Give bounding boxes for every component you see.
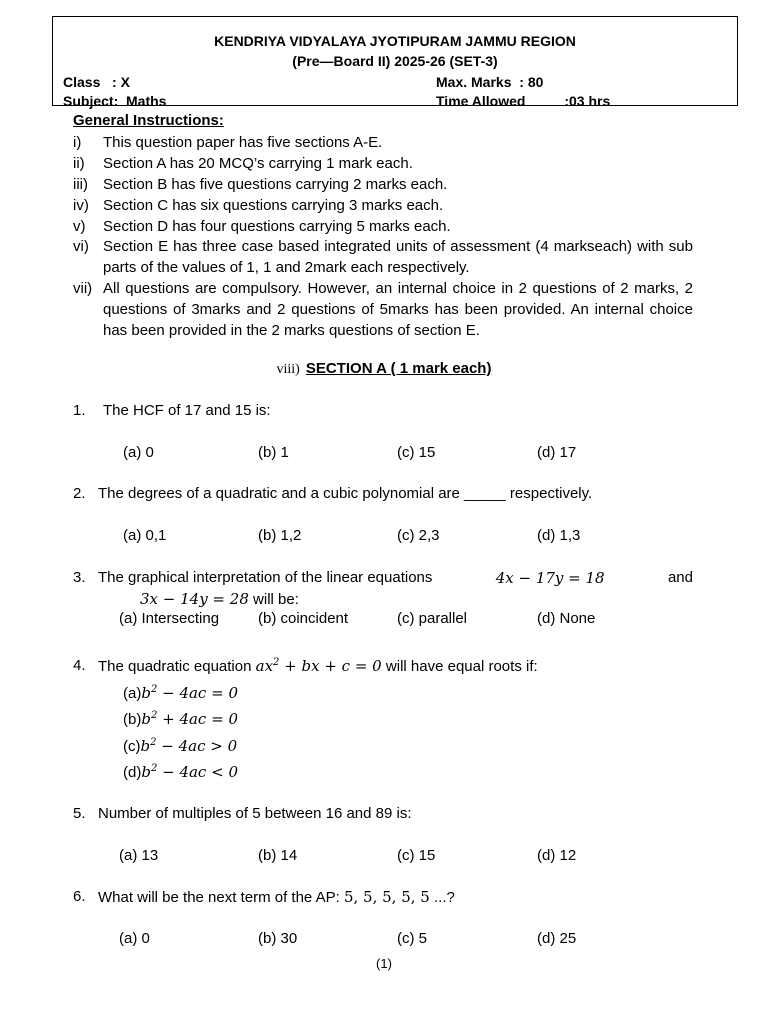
instruction-text: Section E has three case based integrated units of assessment (4 markseach) with sub parts of the values of 1, 1 and 2mark each respectively. xyxy=(103,238,693,276)
option-label: (a) xyxy=(123,685,142,702)
instruction-num: ii) xyxy=(73,155,85,172)
question-text-end: ...? xyxy=(434,889,455,906)
question-number: 3. xyxy=(73,569,86,586)
question-text: The graphical interpretation of the linear equations xyxy=(98,569,433,586)
option-math: $b^2 - 4ac = 0$ xyxy=(141,684,238,702)
instruction-text: Section A has 20 MCQ’s carrying 1 mark each. xyxy=(103,155,413,172)
question-text-line xyxy=(98,569,693,587)
option-b: (b) coincident xyxy=(258,610,349,627)
option-c: (c) 5 xyxy=(397,930,427,947)
option-a xyxy=(123,684,238,702)
exam-title: (Pre—Board II) 2025-26 (SET-3) xyxy=(292,53,498,69)
instruction-text: This question paper has five sections A-E. xyxy=(103,134,383,151)
option-math: $b^2 - 4ac > 0$ xyxy=(140,737,238,755)
question-text: Number of multiples of 5 between 16 and 89 is: xyxy=(98,805,412,822)
question-number: 1. xyxy=(73,402,86,419)
instruction-num: v) xyxy=(73,218,86,235)
instruction-num: vi) xyxy=(73,238,89,255)
option-b: (b) 14 xyxy=(258,847,298,864)
instruction-num: vii) xyxy=(73,280,93,297)
class-label: Class : X xyxy=(63,74,130,90)
option-math: $b^2 - 4ac < 0$ xyxy=(141,763,238,781)
question-5 xyxy=(73,805,412,822)
option-b: (b) 1,2 xyxy=(258,527,302,544)
instruction-item xyxy=(73,153,693,174)
instruction-item xyxy=(73,174,693,195)
instruction-item xyxy=(73,132,693,153)
option-expression: − 4ac > 0 xyxy=(161,737,238,755)
school-name: KENDRIYA VIDYALAYA JYOTIPURAM JAMMU REGION xyxy=(214,33,576,49)
option-b xyxy=(123,710,238,728)
question-text-line xyxy=(98,657,538,675)
option-d: (d) 17 xyxy=(537,444,577,461)
question-4 xyxy=(73,657,86,674)
option-expression: + 4ac = 0 xyxy=(162,710,238,728)
option-d: (d) 1,3 xyxy=(537,527,581,544)
ap-sequence: 5, 5, 5, 5, 5 xyxy=(343,888,430,906)
option-c xyxy=(123,737,237,755)
quadratic-equation: $ax^2$ + bx + c = 0 xyxy=(255,657,382,675)
option-d xyxy=(123,763,238,781)
question-number: 6. xyxy=(73,888,86,905)
question-2 xyxy=(73,485,593,502)
option-a: (a) 0 xyxy=(119,930,150,947)
option-d: (d) 25 xyxy=(537,930,577,947)
option-label: (b) xyxy=(123,711,142,728)
instruction-text: Section D has four questions carrying 5 marks each. xyxy=(103,218,451,235)
option-c: (c) parallel xyxy=(397,610,468,627)
time-allowed: Time Allowed :03 hrs xyxy=(436,93,611,109)
option-a: (a) 13 xyxy=(119,847,159,864)
question-number: 5. xyxy=(73,805,86,822)
instruction-num: iv) xyxy=(73,197,89,214)
option-d: (d) 12 xyxy=(537,847,577,864)
equation-1: 4x − 17y = 18 xyxy=(495,569,605,587)
question-6 xyxy=(73,888,86,905)
option-a: (a) 0,1 xyxy=(123,527,167,544)
instruction-item xyxy=(73,278,693,341)
subject-label: Subject: Maths xyxy=(63,93,167,109)
option-label: (d) xyxy=(123,764,142,781)
option-a: (a) Intersecting xyxy=(119,610,220,627)
instruction-text: Section B has five questions carrying 2 marks each. xyxy=(103,176,448,193)
option-math: $b^2 + 4ac = 0$ xyxy=(141,710,238,728)
option-c: (c) 2,3 xyxy=(397,527,440,544)
option-c: (c) 15 xyxy=(397,444,436,461)
option-label: (c) xyxy=(123,738,141,755)
instruction-item xyxy=(73,236,693,278)
page-number: (1) xyxy=(376,956,392,971)
question-text-end: will be: xyxy=(253,591,299,608)
question-text: The quadratic equation xyxy=(98,658,252,675)
instruction-num: iii) xyxy=(73,176,88,193)
question-3 xyxy=(73,569,86,586)
question-text: What will be the next term of the AP: xyxy=(98,889,340,906)
exam-header xyxy=(52,16,738,109)
section-heading xyxy=(0,360,768,378)
question-text-end: will have equal roots if: xyxy=(385,658,538,675)
question-text-line xyxy=(98,888,455,906)
instruction-text: Section C has six questions carrying 3 marks each. xyxy=(103,197,444,214)
instruction-num: i) xyxy=(73,134,82,151)
option-b: (b) 30 xyxy=(258,930,298,947)
instructions-title: General Instructions: xyxy=(73,112,224,129)
instruction-text: All questions are compulsory. However, an internal choice in 2 questions of 2 marks, 2 questions of 3marks and 2 questions of 5marks has been provided. An internal choice has been provided in the 2 marks questions of section E. xyxy=(103,280,693,339)
question-number: 2. xyxy=(73,485,86,502)
instruction-item xyxy=(73,216,693,237)
question-text-line-2 xyxy=(140,590,299,608)
option-expression: − 4ac = 0 xyxy=(162,684,238,702)
question-1 xyxy=(73,402,271,419)
connector-and: and xyxy=(667,569,693,586)
question-text: The HCF of 17 and 15 is: xyxy=(103,402,271,419)
equation-2: 3x − 14y = 28 xyxy=(140,590,249,608)
option-d: (d) None xyxy=(537,610,596,627)
question-number: 4. xyxy=(73,657,86,674)
option-a: (a) 0 xyxy=(123,444,154,461)
instruction-item xyxy=(73,195,693,216)
option-b: (b) 1 xyxy=(258,444,289,461)
max-marks: Max. Marks : 80 xyxy=(436,74,544,90)
section-title: SECTION A ( 1 mark each) xyxy=(305,360,492,377)
section-roman: viii) xyxy=(276,362,300,377)
option-c: (c) 15 xyxy=(397,847,436,864)
option-expression: − 4ac < 0 xyxy=(162,763,238,781)
question-text: The degrees of a quadratic and a cubic polynomial are _____ respectively. xyxy=(98,485,593,502)
